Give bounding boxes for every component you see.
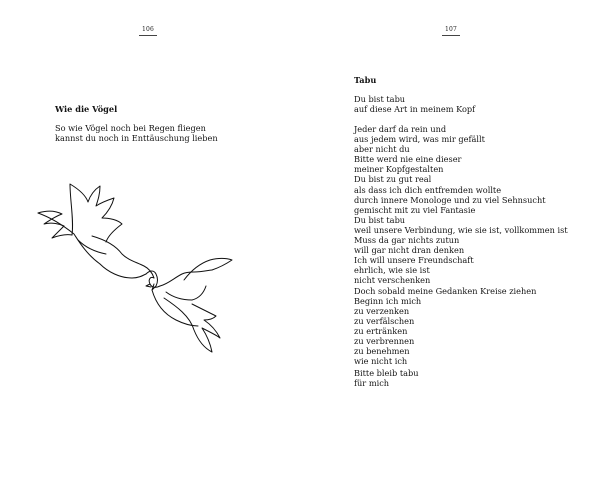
poem-line: Jeder darf da rein und <box>354 124 447 134</box>
poem-line: zu verbrennen <box>354 335 415 346</box>
poem-line: will gar nicht dran denken <box>354 245 465 256</box>
page-number <box>128 26 168 36</box>
poem-line: kannst du noch in Enttäuschung lieben <box>55 133 218 144</box>
birds-illustration <box>34 180 234 355</box>
poem-line: Bitte bleib tabu <box>354 368 419 378</box>
poem-line: weil unsere Verbindung, wie sie ist, vollkommen ist <box>354 224 568 235</box>
poem-line: zu ertränken <box>354 325 408 336</box>
poem-line: Du bist tabu <box>354 214 406 225</box>
poem-line: zu verfälschen <box>354 315 415 326</box>
poem-line: Du bist tabu <box>354 94 406 104</box>
poem-stanza <box>354 124 568 366</box>
poem-line: aus jedem wird, was mir gefällt <box>354 134 485 145</box>
poem-line: auf diese Art in meinem Kopf <box>354 104 476 115</box>
poem-line: nicht verschenken <box>354 275 431 286</box>
poem-line: wie nicht ich <box>354 356 408 367</box>
page-number-rule <box>139 35 157 36</box>
lower-bird-upper-wing <box>184 259 232 281</box>
poem-line: für mich <box>354 378 390 389</box>
right-page <box>300 0 600 478</box>
lower-bird-upper-wing-edge <box>194 270 212 272</box>
page-number-text: 107 <box>444 26 458 33</box>
poem-stanza <box>55 123 218 143</box>
poem-line: So wie Vögel noch bei Regen fliegen <box>55 123 206 133</box>
poem-line: zu verzenken <box>354 305 410 316</box>
upper-bird-left-wing <box>38 213 100 264</box>
poem-line: Beginn ich mich <box>354 295 422 306</box>
poem-line: aber nicht du <box>354 144 410 155</box>
upper-bird-right-wing <box>70 184 122 242</box>
poem-line: durch innere Monologe und zu viel Sehnsucht <box>354 194 546 205</box>
poem-stanza <box>354 368 419 388</box>
poem-title: Wie die Vögel <box>55 104 118 114</box>
lower-bird-inner-line <box>166 286 206 300</box>
poem-stanza <box>354 94 475 114</box>
upper-bird-inner-line <box>78 240 106 254</box>
poem-line: ehrlich, wie sie ist <box>354 265 430 276</box>
poem-line: Bitte werd nie eine dieser <box>354 154 462 165</box>
poem-title: Tabu <box>354 75 377 85</box>
poem-line: meiner Kopfgestalten <box>354 164 444 175</box>
upper-bird-belly <box>100 264 146 278</box>
lower-bird-lower-wing <box>164 298 220 352</box>
page-number-text: 106 <box>141 26 155 33</box>
poem-line: Du bist zu gut real <box>354 174 432 185</box>
poem-line: als dass ich dich entfremden wollte <box>354 184 502 195</box>
poem-line: Ich will unsere Freundschaft <box>354 255 474 266</box>
poem-line: zu benehmen <box>354 346 410 357</box>
poem-line: Doch sobald meine Gedanken Kreise ziehen <box>354 285 537 296</box>
lower-bird-body <box>152 290 198 326</box>
page-number <box>431 26 471 36</box>
lower-bird-head <box>149 277 160 287</box>
poem-line: Muss da gar nichts zutun <box>354 235 460 246</box>
poem-line: gemischt mit zu viel Fantasie <box>354 204 476 215</box>
page-number-rule <box>442 35 460 36</box>
upper-bird-body <box>92 236 154 278</box>
